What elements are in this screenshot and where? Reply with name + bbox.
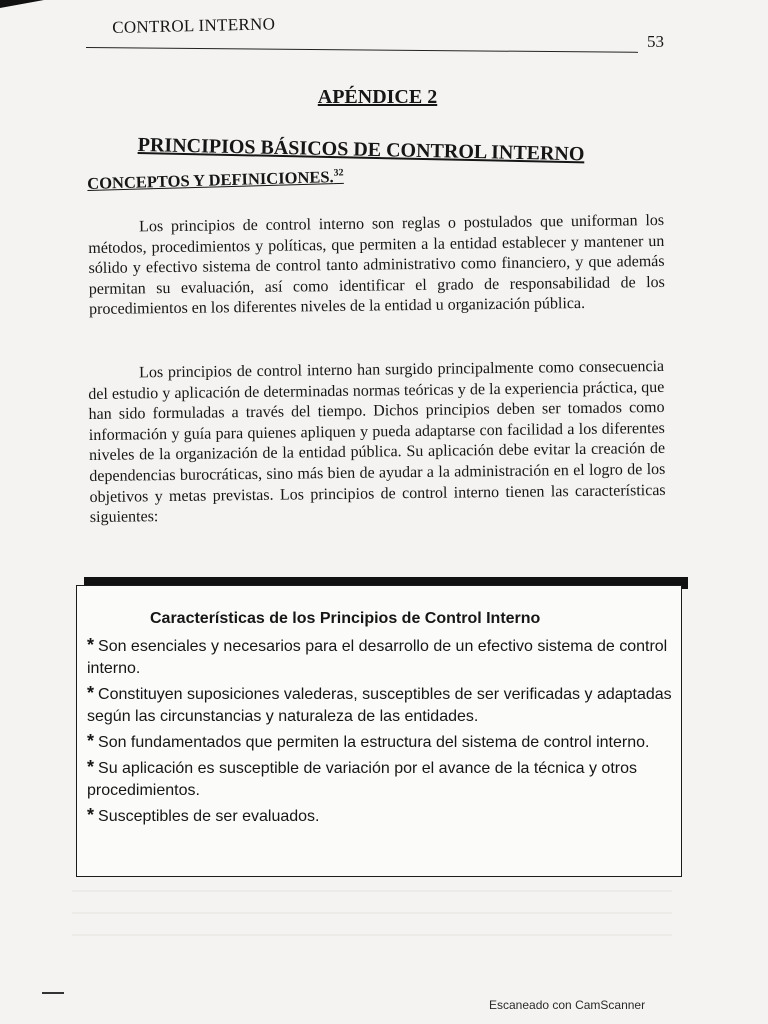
bullet-star: * bbox=[87, 805, 95, 825]
corner-mark bbox=[0, 0, 44, 8]
paragraph-2: Los principios de control interno han surgido principalmente como consecuencia del estudio y aplicación de determinadas normas teóricas y de la experiencia práctica, que han sido formuladas a través del tiempo. Dichos principios deben ser tomados como información y guía para quienes apliquen y pueda adaptarse con facilidad a los diferentes niveles de la organización de la entidad pública. Su aplicación debe evitar la creación de dependencias burocráticas, sino más bien de ayudar a la administración en el logro de los objetivos y metas previstas. Los principios de control interno tienen las características siguientes: bbox=[88, 357, 666, 527]
bullet-star: * bbox=[87, 683, 95, 703]
list-item bbox=[87, 730, 672, 754]
page-number: 53 bbox=[647, 32, 664, 51]
scanner-watermark: Escaneado con CamScanner bbox=[489, 998, 646, 1012]
list-item bbox=[87, 682, 672, 728]
list-item bbox=[87, 756, 672, 802]
footer-mark bbox=[42, 992, 64, 994]
list-item bbox=[87, 804, 672, 828]
list-item-text: Constituyen suposiciones valederas, susceptibles de ser verificadas y adaptadas según las circunstancias y naturaleza de las entidades. bbox=[87, 686, 672, 725]
characteristics-list bbox=[87, 634, 672, 830]
subsection-title-text: CONCEPTOS Y DEFINICIONES. bbox=[87, 167, 334, 193]
paragraph-1: Los principios de control interno son reglas o postulados que uniforman los métodos, procedimientos y políticas, que permiten a la entidad establecer y mantener un sólido y efectivo sistema de control tanto administrativo como financiero, y que además permitan su evaluación, así como identificar el grado de responsabilidad de los procedimientos en los diferentes niveles de la entidad u organización pública. bbox=[88, 211, 665, 319]
list-item-text: Son esenciales y necesarios para el desarrollo de un efectivo sistema de control interno. bbox=[87, 638, 668, 677]
bullet-star: * bbox=[87, 757, 95, 777]
subsection-title bbox=[87, 167, 344, 194]
bleed-through-line bbox=[72, 890, 672, 892]
bullet-star: * bbox=[87, 731, 95, 751]
list-item-text: Son fundamentados que permiten la estructura del sistema de control interno. bbox=[98, 734, 650, 751]
section-title: PRINCIPIOS BÁSICOS DE CONTROL INTERNO bbox=[137, 134, 585, 166]
list-item-text: Susceptibles de ser evaluados. bbox=[98, 808, 320, 825]
footnote-ref: 32 bbox=[333, 167, 344, 179]
list-item-text: Su aplicación es susceptible de variación por el avance de la técnica y otros procedimientos. bbox=[87, 760, 637, 799]
bullet-star: * bbox=[87, 635, 95, 655]
bleed-through-line bbox=[72, 912, 672, 914]
box-title: Características de los Principios de Control Interno bbox=[150, 610, 541, 627]
running-header-title: CONTROL INTERNO bbox=[112, 14, 276, 37]
appendix-title: APÉNDICE 2 bbox=[317, 86, 438, 108]
list-item bbox=[87, 634, 672, 680]
bleed-through-line bbox=[72, 934, 672, 936]
header-rule bbox=[86, 47, 638, 53]
